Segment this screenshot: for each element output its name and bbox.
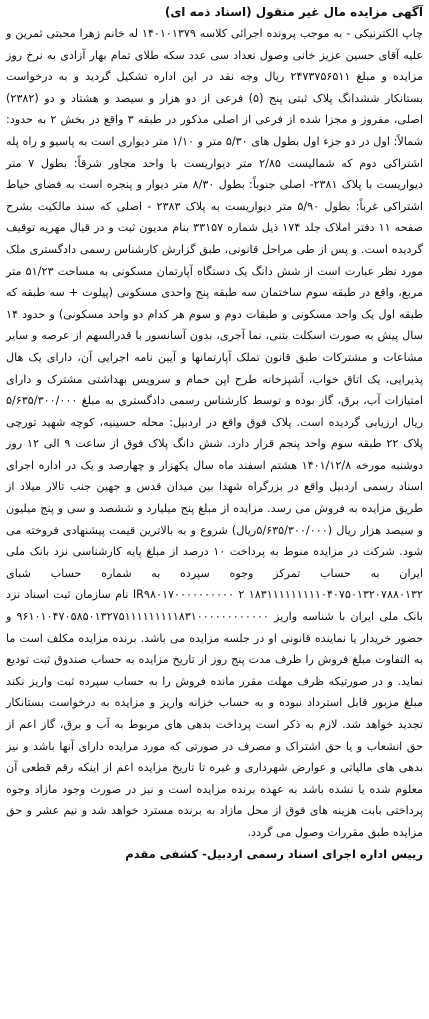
notice-body: چاپ الکترنیکی - به موجب پرونده اجرائی کلاسه ۱۴۰۱۰۱۳۷۹ له خانم زهرا محبتی ثمرین و علیه آقای حسین عزیز خانی وصول تعداد سی عدد سکه طلای تمام بهار آزادی به نرخ روز مزایده و مبلغ ۲۴۷۳۷۵۶۵۱۱ ریال وجه نقد در این اداره تشکیل گردید و به درخواست بستانکار ششدانگ پلاک ثبتی پنج (۵) فرعی از دو هزار و سیصد و هشتاد و دو (۲۳۸۲) اصلی، مفروز و مجزا شده از فرعی از اصلی مذکور در طبقه ۳ واقع در بخش ۲ به حدود: شمالاً: اول در دو جزء اول بطول های ۵/۳۰ متر و ۱/۱۰ متر دیواری است به پاسیو و راه پله اشتراکی دوم که شمالیست ۲/۸۵ متر دیواریست با واحد مجاور شرقاً: بطول ۷ متر دیواریست با پلاک ۲۳۸۱- اصلی جنوباً: بطول ۸/۳۰ متر دیوار و پنجره است به فضای حیاط اشتراکی غرباً: بطول ۵/۹۰ متر دیواریست به پلاک ۲۳۸۳ - اصلی که سند مالکیت بشرح صفحه ۱۱ دفتر املاک جلد ۱۷۴ ذیل شماره ۳۳۱۵۷ بنام مدیون ثبت و در قبال مهریه توقیف گردیده است. و پس از طی مراحل قانونی، طبق گزارش کارشناس رسمی دادگستری ملک مورد نظر عبارت است از شش دانگ یک دستگاه آپارتمان مسکونی به مساحت ۵۱/۲۳ متر مربع، واقع در طبقه سوم ساختمان سه طبقه پنج واحدی مسکونی (پیلوت + سه طبقه که طبقه اول یک واحد مسکونی و طبقات دوم و سوم هر کدام دو واحد مسکونی) و حدود ۱۴ سال پیش به صورت اسکلت بتنی، نما آجری، بدون آسانسور با قدرالسهم از عرصه و سایر مشاعات و مشترکات طبق قانون تملک آپارتمانها و آیین نامه اجرایی آن، دارای یک هال پذیرایی، یک اتاق خواب، آشپزخانه طرح اپن حمام و سرویس بهداشتی مشترک و دارای امتیازات آب، برق، گاز بوده و توسط کارشناس رسمی دادگستری به مبلغ ۵/۶۳۵/۳۰۰/۰۰۰ ریال ارزیابی گردیده است. پلاک فوق واقع در اردبیل: محله حسینیه، کوچه شهید تورچی پلاک ۲۲ طبقه سوم واحد پنجم قرار دارد. شش دانگ پلاک فوق از ساعت ۹ الی ۱۲ روز دوشنبه مورخه ۱۴۰۱/۱۲/۸ هشتم اسفند ماه سال یکهزار و چهارصد و یک در اداره اجرای اسناد رسمی اردبیل واقع در بزرگراه شهدا بین میدان قدس و جهین جنب تالار میلاد از طریق مزایده به فروش می رسد. مزایده از مبلغ پنج میلیارد و ششصد و سی و پنج میلیون و سیصد هزار ریال (۵/۶۳۵/۳۰۰/۰۰۰ریال) شروع و به بالاترین قیمت پیشنهادی فروخته می شود. شرکت در مزایده منوط به پرداخت ۱۰ درصد از مبلغ پایه کارشناسی نزد بانک ملی ایران به حساب تمرکز وجوه سپرده به شماره حساب شبای ۱۸۳۱۱۱۱۱۱۱۱۱۰۴۰۷۵۰۱۳۲۰۷۸۸۰۱۳۲ IR۹۸۰۱۷۰۰۰۰۰۰۰۰۰۰ ۲ نام سازمان ثبت اسناد نزد بانک ملی ایران با شناسه واریز ۹۶۱۰۱۰۴۷۰۵۸۵۰۱۳۲۷۵۱۱۱۱۱۱۱۱۱۸۳۱۰۰۰۰۰۰۰۰۰۰۰۰ و حضور خریدار یا نماینده قانونی او در جلسه مزایده می باشد. برنده مزایده مکلف است ما به التفاوت مبلغ فروش را ظرف مدت پنج روز از تاریخ مزایده به حساب صندوق ثبت تودیع نماید. و در صورتیکه ظرف مهلت مقرر مانده فروش را به حساب سپرده ثبت واریز نکند مبلغ مزبور قابل استرداد نبوده و به حساب خزانه واریز و مزایده به درخواست بستانکار تجدید خواهد شد. لازم به ذکر است پرداخت بدهی های مربوط به آب و برق، گاز اعم از حق انشعاب و یا حق اشتراک و مصرف در صورتی که مورد مزایده دارای آنها باشد و نیز بدهی های مالیاتی و عوارض شهرداری و غیره تا تاریخ مزایده اعم از اینکه رقم قطعی آن معلوم شده یا نشده باشد به عهده برنده مزایده است و نیز در صورت وجود مازاد وجوه پرداختی بابت هزینه های فوق از محل مازاد به برنده مسترد خواهد شد و نیم عشر و حق مزایده طبق مقررات وصول می گردد. xyxy=(6,27,424,839)
notice-title: آگهی مزایده مال غیر منقول (اسناد ذمه ای) xyxy=(164,5,423,19)
notice-signature: رییس اداره اجرای اسناد رسمی اردبیل- کشفی مقدم xyxy=(125,846,423,861)
